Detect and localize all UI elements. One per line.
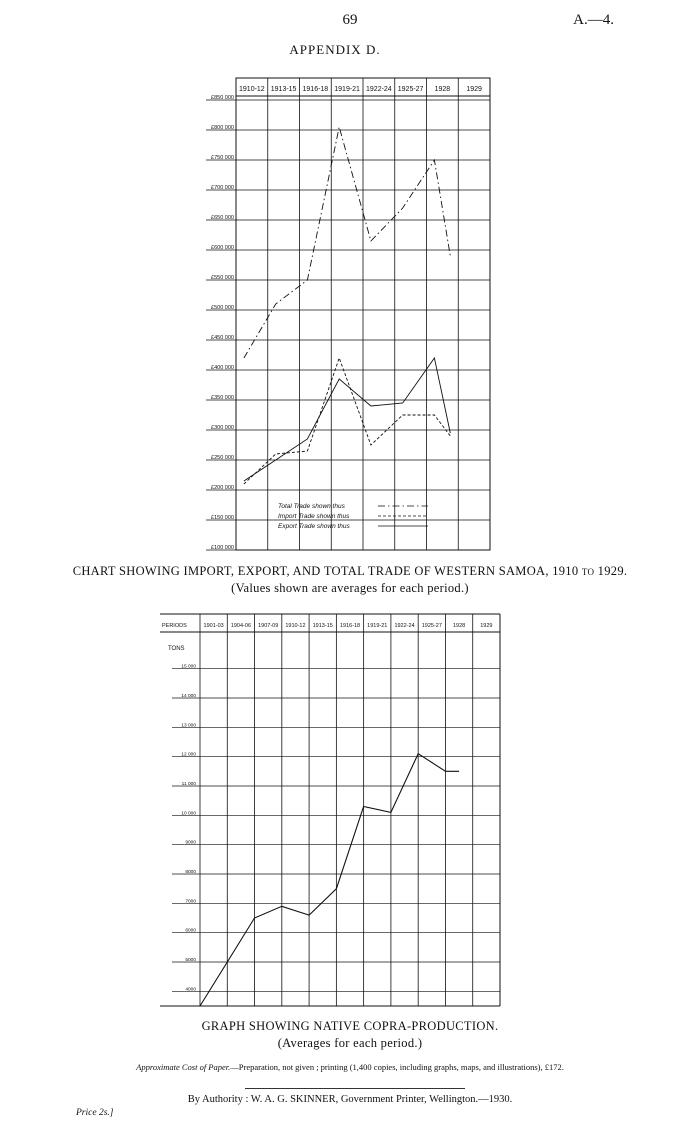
- authority-line: By Authority : W. A. G. SKINNER, Government Printer, Wellington.—1930.: [187, 1094, 513, 1105]
- cost-note: [0, 1062, 700, 1072]
- legend-entry: Import Trade shown thus: [278, 513, 350, 520]
- period-label: 1910-12: [239, 86, 265, 93]
- y-tick-label: £100 000: [211, 545, 234, 551]
- period-label: 1916-18: [339, 623, 361, 629]
- legend-entry: Export Trade shown thus: [278, 523, 350, 530]
- period-label: 1913-15: [312, 623, 333, 629]
- periods-label: PERIODS: [162, 623, 187, 629]
- y-tick-label: £400 000: [211, 365, 234, 371]
- y-tick-label: 10 000: [181, 811, 196, 817]
- trade-chart-title: CHART SHOWING IMPORT, EXPORT, AND TOTAL TRADE OF WESTERN SAMOA, 1910 to 1929.: [72, 564, 628, 578]
- y-tick-label: £500 000: [211, 305, 234, 311]
- y-tick-label: £700 000: [211, 185, 234, 191]
- y-tick-label: 5000: [185, 958, 196, 963]
- period-label: 1916-18: [302, 86, 329, 93]
- period-label: 1919-21: [367, 623, 388, 629]
- y-tick-label: £800 000: [211, 125, 234, 131]
- copra-chart-subtitle: (Averages for each period.): [277, 1036, 423, 1050]
- period-label: 1913-15: [270, 86, 297, 93]
- series-line-import-trade: [244, 358, 450, 484]
- copra-chart: [0, 606, 700, 1016]
- y-tick-label: £350 000: [211, 395, 234, 401]
- y-tick-label: £200 000: [211, 485, 234, 491]
- trade-chart-caption: [0, 564, 700, 579]
- y-tick-label: £850 000: [211, 95, 234, 101]
- price-label: Price 2s.]: [76, 1108, 114, 1118]
- y-tick-label: 4000: [185, 987, 196, 993]
- y-tick-label: 7000: [185, 899, 196, 905]
- y-tick-label: £300 000: [211, 425, 234, 431]
- trade-chart: [0, 70, 700, 560]
- y-tick-label: 15 000: [181, 664, 196, 670]
- series-line-copra: [200, 754, 459, 1006]
- tons-label: TONS: [168, 646, 185, 652]
- period-label: 1904-06: [230, 623, 252, 629]
- series-line-total-trade: [244, 127, 450, 358]
- y-tick-label: 11 000: [181, 782, 196, 787]
- period-label: 1929: [480, 623, 493, 629]
- trade-chart-subtitle: (Values shown are averages for each period.): [231, 581, 469, 595]
- y-tick-label: £250 000: [211, 455, 234, 461]
- copra-chart-title: GRAPH SHOWING NATIVE COPRA-PRODUCTION.: [201, 1019, 499, 1033]
- period-label: 1928: [434, 86, 451, 93]
- appendix-title: APPENDIX D.: [289, 42, 381, 57]
- period-label: 1922-24: [366, 86, 392, 93]
- copra-chart-caption: [0, 1019, 700, 1034]
- period-label: 1907-09: [258, 623, 279, 629]
- y-tick-label: 14 000: [181, 694, 196, 699]
- period-label: 1929: [466, 86, 482, 93]
- y-tick-label: 6000: [185, 928, 196, 934]
- series-line-export-trade: [244, 358, 450, 481]
- cost-note-text: —Preparation, not given ; printing (1,400 copies, including graphs, maps, and illustrations), £172.: [230, 1062, 564, 1072]
- period-label: 1901-03: [203, 623, 224, 629]
- period-label: 1925-27: [421, 623, 442, 629]
- y-tick-label: 8000: [185, 870, 196, 875]
- period-label: 1922-24: [394, 623, 415, 629]
- y-tick-label: £550 000: [211, 275, 234, 281]
- period-label: 1925-27: [397, 86, 424, 93]
- period-label: 1928: [452, 623, 466, 629]
- y-tick-label: 13 000: [181, 723, 196, 729]
- y-tick-label: £450 000: [211, 335, 234, 341]
- period-label: 1919-21: [334, 86, 360, 93]
- period-label: 1910-12: [285, 623, 306, 629]
- y-tick-label: £750 000: [211, 155, 234, 161]
- y-tick-label: 12 000: [181, 752, 196, 758]
- legend-entry: Total Trade shown thus: [278, 503, 345, 510]
- y-tick-label: £600 000: [211, 245, 234, 251]
- y-tick-label: 9000: [185, 840, 196, 846]
- page-number: 69: [342, 12, 358, 28]
- y-tick-label: £650 000: [211, 215, 234, 221]
- footer-rule: [245, 1088, 465, 1089]
- y-tick-label: £150 000: [211, 515, 234, 521]
- cost-note-label: Approximate Cost of Paper.: [136, 1062, 231, 1072]
- document-reference: A.—4.: [573, 12, 614, 28]
